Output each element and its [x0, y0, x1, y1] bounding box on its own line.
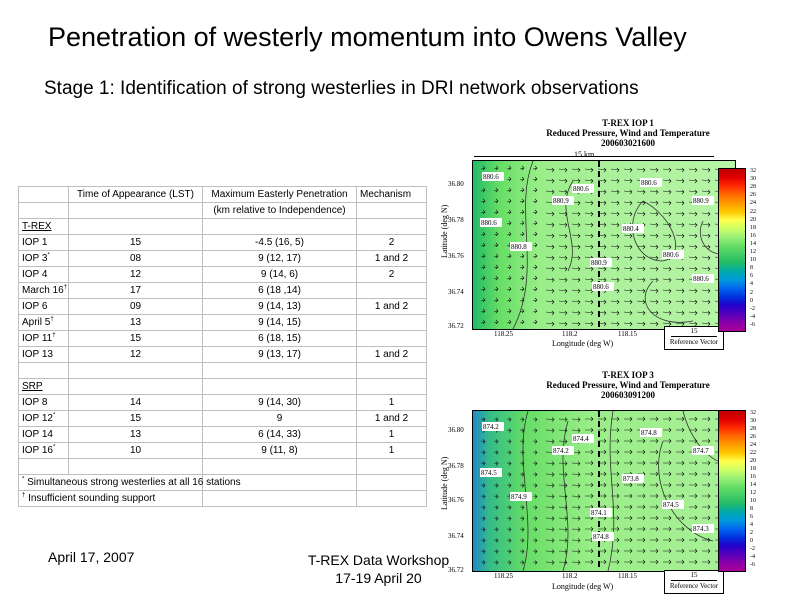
plot2-ytick: 36.78 — [448, 462, 464, 470]
plot2-colorbar — [718, 410, 746, 572]
plot1-title-line2: Reduced Pressure, Wind and Temperature — [546, 128, 710, 138]
plot-panel-iop3 — [428, 370, 800, 600]
pressure-label: 873.8 — [623, 475, 639, 483]
table-penetration-cell: 6 (18 ,14) — [203, 283, 357, 299]
table-header-cell: Maximum Easterly Penetration — [203, 187, 357, 203]
table-spacer-row — [19, 363, 427, 379]
colorbar-label: 2 — [750, 530, 753, 536]
table-penetration-cell: 9 (14, 6) — [203, 267, 357, 283]
plot2-title-line1: T-REX IOP 3 — [602, 370, 654, 380]
table-mechanism-cell — [357, 331, 427, 347]
pressure-label: 880.6 — [663, 251, 679, 259]
pressure-label: 874.3 — [693, 525, 709, 533]
pressure-label: 880.6 — [593, 283, 609, 291]
plot2-xtick: 118.25 — [494, 572, 513, 580]
table-cell — [357, 379, 427, 395]
table-time-cell: 15 — [69, 331, 203, 347]
table-time-cell: 15 — [69, 411, 203, 427]
footnote-mark: † — [52, 332, 56, 339]
table-header-row — [19, 187, 427, 203]
footnote-mark: * — [52, 444, 56, 451]
plot2-title-line2: Reduced Pressure, Wind and Temperature — [546, 380, 710, 390]
plot2-title-line3: 200603091200 — [601, 390, 655, 400]
table-cell — [19, 459, 69, 475]
table-time-cell: 09 — [69, 299, 203, 315]
plot1-xtick: 118.25 — [494, 330, 513, 338]
table-cell — [357, 475, 427, 491]
colorbar-label: 8 — [750, 506, 753, 512]
table-cell — [203, 219, 357, 235]
colorbar-label: 0 — [750, 538, 753, 544]
colorbar-label: 24 — [750, 442, 756, 448]
pressure-label: 874.9 — [511, 493, 527, 501]
plot1-xtick: 118.2 — [562, 330, 578, 338]
pressure-label: 880.9 — [693, 197, 709, 205]
plot2-ref-value: 15 — [690, 571, 698, 579]
table-row — [19, 427, 427, 443]
footnote-mark: * — [52, 412, 56, 419]
colorbar-label: 10 — [750, 498, 756, 504]
colorbar-label: 22 — [750, 450, 756, 456]
colorbar-label: 20 — [750, 458, 756, 464]
table-mechanism-cell: 1 and 2 — [357, 347, 427, 363]
colorbar-label: -4 — [750, 554, 755, 560]
footnote-2-row — [19, 491, 427, 507]
plot1-xlabel: Longitude (deg W) — [552, 339, 614, 348]
table-time-cell: 12 — [69, 267, 203, 283]
table-iop-cell: March 16† — [19, 283, 69, 299]
footnote-1-row — [19, 475, 427, 491]
colorbar-label: 30 — [750, 418, 756, 424]
colorbar-label: 30 — [750, 176, 756, 183]
table-row — [19, 235, 427, 251]
colorbar-label: 12 — [750, 249, 756, 255]
colorbar-label: 28 — [750, 426, 756, 432]
temperature-field — [473, 411, 735, 571]
colorbar-label: 4 — [750, 522, 753, 528]
pressure-label: 874.2 — [483, 423, 499, 431]
plot1-colorbar — [718, 168, 746, 332]
plot1-ylabel: Latitude (deg N) — [440, 204, 449, 258]
pressure-label: 880.9 — [591, 259, 607, 267]
table-penetration-cell: -4.5 (16, 5) — [203, 235, 357, 251]
pressure-label: 880.6 — [481, 219, 497, 227]
colorbar-label: 4 — [750, 281, 753, 288]
table-section-row — [19, 219, 427, 235]
table-cell — [69, 459, 203, 475]
table-cell — [357, 203, 427, 219]
plot2-xtick: 118.2 — [562, 572, 578, 580]
footer-workshop-line1: T-REX Data Workshop — [307, 552, 450, 568]
table-row — [19, 411, 427, 427]
table-section-row — [19, 379, 427, 395]
table-cell — [203, 491, 357, 507]
table-cell — [203, 363, 357, 379]
footnote-mark: † — [63, 284, 68, 291]
pressure-label: 880.9 — [553, 197, 569, 205]
table-iop-cell: IOP 4 — [19, 267, 69, 283]
colorbar-label: 2 — [750, 289, 753, 296]
footnote-1: * Simultaneous strong westerlies at all 16 stations — [19, 475, 203, 491]
plot1-ytick: 36.74 — [448, 288, 464, 296]
table-row — [19, 443, 427, 459]
pressure-label: 874.4 — [573, 435, 589, 443]
table-iop-cell: IOP 11† — [19, 331, 69, 347]
footnote-mark: * — [47, 252, 50, 259]
colorbar-label: 26 — [750, 434, 756, 440]
footnote-mark: † — [50, 316, 54, 323]
plot2-ytick: 36.80 — [448, 426, 464, 434]
plot2-xtick: 118.15 — [618, 572, 637, 580]
table-row — [19, 395, 427, 411]
table-cell — [203, 379, 357, 395]
plot2-map-svg — [473, 411, 735, 571]
table-iop-cell: April 5† — [19, 315, 69, 331]
colorbar-label: 18 — [750, 466, 756, 472]
plot1-title-line3: 200603021600 — [601, 138, 655, 148]
pressure-label: 874.8 — [593, 533, 609, 541]
colorbar-label: 18 — [750, 224, 756, 231]
colorbar-label: 8 — [750, 265, 753, 272]
table-time-cell: 12 — [69, 347, 203, 363]
table-header-cell: Mechanism — [357, 187, 427, 203]
plot-panel-iop1 — [428, 118, 800, 358]
table-mechanism-cell: 2 — [357, 267, 427, 283]
plot1-ytick: 36.72 — [448, 322, 464, 330]
colorbar-label: -6 — [750, 321, 755, 328]
table-cell — [69, 219, 203, 235]
footnote-mark: † — [22, 492, 26, 499]
table-iop-cell: IOP 12* — [19, 411, 69, 427]
pressure-label: 880.6 — [483, 173, 499, 181]
table-cell — [19, 363, 69, 379]
table-penetration-cell: 9 (13, 17) — [203, 347, 357, 363]
table-cell — [357, 363, 427, 379]
table-mechanism-cell — [357, 315, 427, 331]
colorbar-label: 14 — [750, 482, 756, 488]
table-mechanism-cell: 2 — [357, 235, 427, 251]
colorbar-label: 32 — [750, 410, 756, 416]
table-row — [19, 267, 427, 283]
colorbar-label: 14 — [750, 240, 756, 247]
table-iop-cell: IOP 13 — [19, 347, 69, 363]
table-penetration-cell: 6 (18, 15) — [203, 331, 357, 347]
table-time-cell: 17 — [69, 283, 203, 299]
observations-table — [18, 186, 427, 507]
plot1-ytick: 36.78 — [448, 216, 464, 224]
table-iop-cell: IOP 6 — [19, 299, 69, 315]
table-penetration-cell: 9 — [203, 411, 357, 427]
pressure-label: 880.4 — [623, 225, 639, 233]
colorbar-label: 32 — [750, 168, 756, 174]
plot1-title-line1: T-REX IOP 1 — [602, 118, 654, 128]
footer-date: April 17, 2007 — [48, 549, 135, 565]
table-cell — [357, 459, 427, 475]
footnote-2: † Insufficient sounding support — [19, 491, 203, 507]
colorbar-label: -4 — [750, 313, 755, 320]
table-iop-cell: IOP 3* — [19, 251, 69, 267]
colorbar-label: 6 — [750, 514, 753, 520]
table-cell — [19, 203, 69, 219]
table-time-cell: 13 — [69, 427, 203, 443]
pressure-label: 880.6 — [573, 185, 589, 193]
slide-subtitle: Stage 1: Identification of strong westerlies in DRI network observations — [44, 78, 639, 99]
plot2-ytick: 36.74 — [448, 532, 464, 540]
plot2-ref-label: Reference Vector — [669, 582, 719, 590]
plot2-map — [472, 410, 736, 572]
table-mechanism-cell: 1 — [357, 427, 427, 443]
table-penetration-cell: 9 (14, 13) — [203, 299, 357, 315]
table-row — [19, 331, 427, 347]
colorbar-label: 22 — [750, 208, 756, 215]
table-penetration-cell: 9 (14, 30) — [203, 395, 357, 411]
table-mechanism-cell: 1 and 2 — [357, 411, 427, 427]
table-subheader-row — [19, 203, 427, 219]
plot1-ref-label: Reference Vector — [669, 338, 719, 346]
plot1-reference-vector — [664, 326, 724, 350]
footnote-mark: * — [22, 476, 25, 483]
table-penetration-cell: 9 (14, 15) — [203, 315, 357, 331]
footer-workshop-line2: 17-19 April 20 — [335, 570, 422, 586]
table-cell — [357, 219, 427, 235]
table-mechanism-cell — [357, 283, 427, 299]
scale-label: 15 km — [574, 150, 595, 159]
plot1-ytick: 36.76 — [448, 252, 464, 260]
colorbar-label: 20 — [750, 216, 756, 223]
table-mechanism-cell: 1 and 2 — [357, 299, 427, 315]
pressure-label: 880.8 — [511, 243, 527, 251]
colorbar-label: 0 — [750, 297, 753, 304]
table-mechanism-cell: 1 and 2 — [357, 251, 427, 267]
table-row — [19, 315, 427, 331]
table-time-cell: 14 — [69, 395, 203, 411]
colorbar-label: 24 — [750, 200, 756, 207]
plot2-xlabel: Longitude (deg W) — [552, 582, 614, 591]
plot2-ytick: 36.76 — [448, 496, 464, 504]
pressure-label: 874.5 — [481, 469, 497, 477]
colorbar-label: 12 — [750, 490, 756, 496]
plot1-map-svg — [473, 161, 735, 329]
table-iop-cell: IOP 14 — [19, 427, 69, 443]
slide-title: Penetration of westerly momentum into Owens Valley — [48, 22, 687, 52]
table-spacer-row — [19, 459, 427, 475]
table-cell — [69, 363, 203, 379]
table-iop-cell: IOP 8 — [19, 395, 69, 411]
table-row — [19, 299, 427, 315]
plot1-map — [472, 160, 736, 330]
table-row — [19, 347, 427, 363]
plot2-title — [488, 370, 768, 400]
table-mechanism-cell: 1 — [357, 443, 427, 459]
table-time-cell: 08 — [69, 251, 203, 267]
table-row — [19, 251, 427, 267]
table-cell — [69, 203, 203, 219]
colorbar-label: -2 — [750, 546, 755, 552]
table-mechanism-cell: 1 — [357, 395, 427, 411]
colorbar-label: 28 — [750, 184, 756, 191]
colorbar-label: 10 — [750, 257, 756, 264]
pressure-label: 874.5 — [663, 501, 679, 509]
plot1-ref-value: 15 — [690, 327, 698, 335]
table-time-cell: 15 — [69, 235, 203, 251]
pressure-label: 874.1 — [591, 509, 607, 517]
colorbar-label: -2 — [750, 305, 755, 312]
plot2-ytick: 36.72 — [448, 566, 464, 574]
table-time-cell: 10 — [69, 443, 203, 459]
colorbar-label: -6 — [750, 562, 755, 568]
plot1-xtick: 118.15 — [618, 330, 637, 338]
colorbar-label: 26 — [750, 192, 756, 199]
table-cell — [357, 491, 427, 507]
table-penetration-cell: 9 (11, 8) — [203, 443, 357, 459]
table-penetration-cell: 9 (12, 17) — [203, 251, 357, 267]
table-cell — [69, 379, 203, 395]
colorbar-label: 16 — [750, 474, 756, 480]
table-section-label: SRP — [19, 379, 69, 395]
table-row — [19, 283, 427, 299]
footer-workshop — [291, 551, 466, 587]
table-cell — [203, 459, 357, 475]
pressure-label: 874.2 — [553, 447, 569, 455]
table-subheader-cell: (km relative to Independence) — [203, 203, 357, 219]
plot1-title — [488, 118, 768, 148]
table-time-cell: 13 — [69, 315, 203, 331]
table-header-cell — [19, 187, 69, 203]
colorbar-label: 16 — [750, 232, 756, 239]
plot2-reference-vector — [664, 570, 724, 594]
table-penetration-cell: 6 (14, 33) — [203, 427, 357, 443]
pressure-label: 874.7 — [693, 447, 709, 455]
plot2-ylabel: Latitude (deg N) — [440, 456, 449, 510]
colorbar-label: 6 — [750, 273, 753, 280]
table-iop-cell: IOP 1 — [19, 235, 69, 251]
pressure-label: 880.6 — [641, 179, 657, 187]
table-section-label: T-REX — [19, 219, 69, 235]
pressure-label: 874.8 — [641, 429, 657, 437]
plot1-ytick: 36.80 — [448, 180, 464, 188]
table-iop-cell: IOP 16* — [19, 443, 69, 459]
table-header-cell: Time of Appearance (LST) — [69, 187, 203, 203]
pressure-label: 880.6 — [693, 275, 709, 283]
